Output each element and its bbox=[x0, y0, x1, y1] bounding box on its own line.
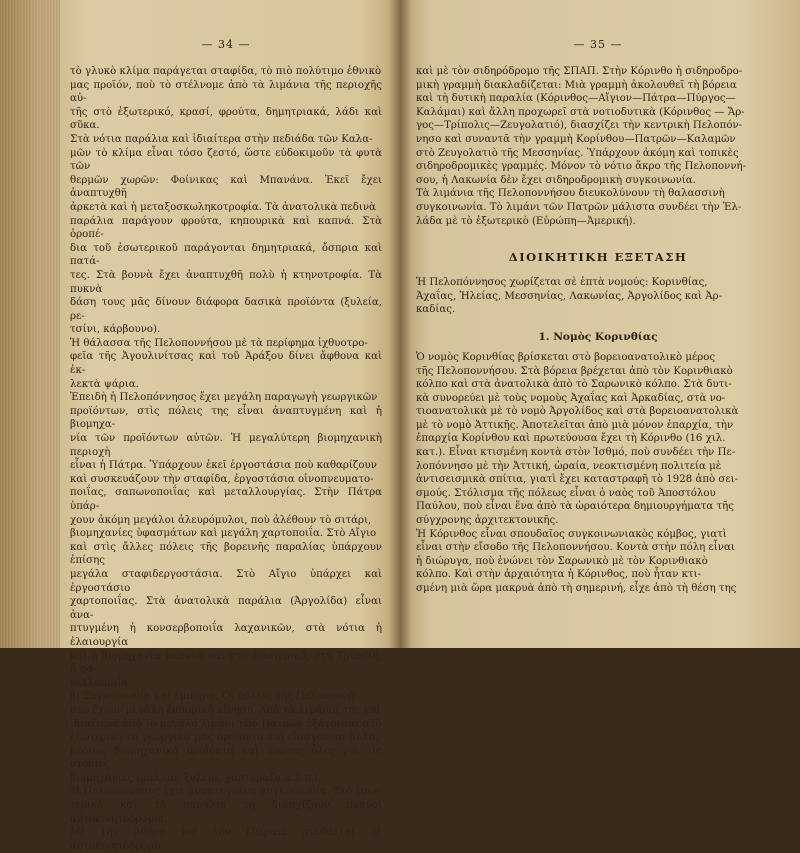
text-line: τὸ γλυκὸ κλίμα παράγεται σταφίδα, τὸ πιὸ πολύτιμο ἐθνικὸ bbox=[70, 66, 382, 77]
text-line: βιομηχανίες ὑφασμάτων καὶ μεγάλη χαρτοποιΐα. Στὸ Αἴγιο bbox=[70, 528, 377, 540]
right-body-text-mid bbox=[416, 276, 780, 317]
text-line: μὲ τὸ νομὸ Ἀττικῆς. Ἀποτελεῖται ἀπὸ μιὰ μόνον ἐπαρχία, τὴν bbox=[416, 419, 734, 431]
text-line: θερμῶν χωρῶν: Φοίνικας καὶ Μπανάνα. Ἐκεῖ ἔχει ἀναπτυχθῆ bbox=[70, 174, 382, 200]
text-line: τερικὸ καὶ τὰ παράλια τὴ διασχίζουν πυκνοὶ αὐτοκινητόδρομοι. bbox=[70, 800, 382, 825]
text-line: στὸ Ζευγολατιὸ τῆς Μεσσηνίας. Ὑπάρχουν ἀκόμη καὶ τοπικὲς bbox=[416, 147, 739, 159]
text-line: μῶν τὸ κλίμα εἶναι τόσο ζεστό, ὥστε εὐδοκιμοῦν τὰ φυτὰ τῶν bbox=[70, 147, 382, 173]
text-line: σου, ἡ Λακωνία δὲν ἔχει σιδηροδρομικὴ συγκοινωνία. bbox=[416, 174, 696, 186]
text-line: Ἡ Πελοπόννησος ἔχει ἀναπτυγμένη συγκοινωνία. Στὸ ἐσω- bbox=[70, 786, 380, 798]
text-line: λεκτὰ ψάρια. bbox=[70, 378, 139, 390]
page-number-right: — 35 — bbox=[573, 38, 623, 51]
text-line: κυρίως βιομηχανικὰ προϊόντα καὶ πρῶτες ὗλες γιὰ τὶς ντόπιες bbox=[70, 745, 382, 771]
text-line: Ἡ θάλασσα τῆς Πελοποννήσου μὲ τὰ περίφημα ἰχθυοτρο- bbox=[70, 337, 368, 349]
left-page bbox=[0, 0, 400, 852]
text-line: χουν ἀκόμη μεγάλοι ἀλευρόμυλοι, ποὺ ἀλέθουν τὸ σιτάρι, bbox=[70, 514, 372, 526]
text-line: νησο καὶ συναντᾶ τὴν γραμμὴ Κορίνθου—Πατρῶν—Καλαμῶν bbox=[416, 133, 736, 145]
text-line: καὶ τὴ δυτικὴ παραλία (Κόρινθος—Αἴγιον—Πάτρα—Πύργος— bbox=[416, 93, 736, 105]
text-line: μας προϊόν, ποὺ τὸ στέλνομε ἀπὸ τὰ λιμάνια τῆς περιοχῆς αὐ- bbox=[70, 79, 382, 105]
right-body-text-top bbox=[416, 65, 780, 228]
text-line: φεῖα τῆς Ἀγουλινίτσας καὶ τοῦ Ἀράξου δίνει ἄφθονα καὶ ἐκ- bbox=[70, 351, 382, 377]
text-line: κὰ συνορεύει μὲ τοὺς νομοὺς Ἀχαΐας καὶ Ἀρκαδίας, στὰ νο- bbox=[416, 392, 726, 404]
text-line: δια τοῦ ἐσωτερικοῦ παράγονται δημητριακά, ὄσπρια καὶ πατά- bbox=[70, 242, 382, 268]
right-page bbox=[400, 0, 800, 648]
text-line: Παύλου, ποὺ εἶναι ἕνα ἀπὸ τὰ ὡραιότερα δημιουργήματα τῆς bbox=[416, 501, 734, 513]
text-line: καὶ μὲ τὸν σιδηρόδρομο τῆς ΣΠΑΠ. Στὴν Κόρινθο ἡ σιδηροδρο- bbox=[416, 66, 743, 77]
text-line: ἀρκετὰ καὶ ἡ μεταξοσκωληκοτροφία. Τὰ ἀνατολικὰ πεδινὰ bbox=[70, 201, 376, 213]
spine-shadow bbox=[388, 0, 412, 648]
text-line: συγκοινωνία. Τὸ λιμάνι τῶν Πατρῶν μάλιστα συνδέει τὴν Ἑλ- bbox=[416, 201, 742, 213]
text-line: καδίας. bbox=[416, 304, 456, 316]
text-line: χαρτοποιΐας. Στὰ ἀνατολικὰ παράλια (Ἀργολίδα) εἶναι ἀνα- bbox=[70, 596, 382, 621]
text-line: δάση τους μᾶς δίνουν διάφορα δασικὰ προϊόντα (ξυλεία, ρε- bbox=[70, 297, 382, 322]
page-edges bbox=[0, 0, 60, 648]
right-body-text-bottom bbox=[416, 351, 780, 596]
text-line: καὶ ἡ βιομηχανία καπνοῦ καὶ στὸ ἐσωτερικό, στὴ Τρίπολη, ἡ φα- bbox=[70, 650, 382, 676]
text-line: λοπόννησο μὲ τὴν Ἀττική, ὡραία, νεοκτισμένη πολιτεία μὲ bbox=[416, 460, 722, 472]
text-line: Ἡ Πελοπόννησος χωρίζεται σὲ ἑπτὰ νομούς: Κορινθίας, bbox=[416, 277, 708, 289]
text-line: τῆς Πελοποννήσου. Στὰ βόρεια βρέχεται ἀπὸ τὸν Κορινθιακὸ bbox=[416, 365, 733, 377]
text-line: σιδηροδρομικὲς γραμμές. Μόνον τὸ νότιο ἄκρο τῆς Πελοποννή- bbox=[416, 161, 747, 173]
text-line: Ὁ νομὸς Κορινθίας βρίσκεται στὸ βορειοανατολικὸ μέρος bbox=[416, 351, 716, 363]
text-line: πτυγμένη ἡ κονσερβοποιΐα λαχανικῶν, στὰ νότια ἡ ἐλαιουργία bbox=[70, 623, 382, 648]
page-number-left: — 34 — bbox=[201, 38, 251, 51]
text-line: λάδα μὲ τὸ ἐξωτερικὸ (Εὐρώπη—Ἀμερική). bbox=[416, 215, 636, 227]
section-heading: ΔΙΟΙΚΗΤΙΚΗ ΕΞΕΤΑΣΗ bbox=[508, 250, 688, 265]
text-line: παράλια παράγουν φρούτα, κηπουρικὰ καὶ καπνά. Στὰ ὀροπέ- bbox=[70, 215, 382, 241]
subsection-heading: 1. Νομὸς Κορινθίας bbox=[538, 330, 658, 343]
text-line: σμούς. Στόλισμα τῆς πόλεως εἶναι ὁ ναὸς τοῦ Ἀποστόλου bbox=[416, 487, 716, 499]
text-line: εἶναι στὴν εἴσοδο τῆς Πελοποννήσου. Κοντὰ στὴν πόλη εἶναι bbox=[416, 542, 735, 554]
text-line: ἐπαρχία Κορίνθου καὶ πρωτεύουσα ἔχει τὴ Κόρινθο (16 χιλ. bbox=[416, 433, 726, 445]
text-line: κατ.). Εἶναι κτισμένη κοντὰ στὸν Ἰσθμό, ποὺ συνδέει τὴν Πε- bbox=[416, 447, 736, 459]
text-line: τῆς στὸ ἐξωτερικό, κρασί, φρούτα, δημητριακά, λάδι καὶ σῦκα. bbox=[70, 106, 382, 132]
text-line: Στὰ νότια παράλια καὶ ἰδιαίτερα στὴν πεδιάδα τῶν Καλα- bbox=[70, 133, 373, 145]
text-line: Τὰ λιμάνια τῆς Πελοποννήσου διευκολύνουν τὴ θαλασσινὴ bbox=[416, 188, 725, 200]
text-line: καὶ συσκευάζουν τὴν σταφίδα, ἐργοστάσια οἰνοπνευματο- bbox=[70, 473, 374, 485]
text-line: Καλάμαι) καὶ ἄλλη προχωρεῖ στὰ νοτιοδυτικὰ (Κόρινθος — Ἄρ- bbox=[416, 106, 745, 118]
text-line: νία τῶν προϊόντων αὐτῶν. Ἡ μεγαλύτερη βιομηχανικὴ περιοχὴ bbox=[70, 433, 382, 458]
text-line: σμένη μιὰ ὥρα μακρυὰ ἀπὸ τὴ σημερινή, εἶχε ἀπὸ τὴ θέση της bbox=[416, 583, 737, 594]
text-line: μεγάλα σταφιδεργοστάσια. Στὸ Αἴγιο ὑπάρχει καὶ ἐργοστάσιο bbox=[70, 568, 382, 594]
text-line: Μὲ τὴν Ἀθήνα καὶ τὸν Πειραιᾶ συνδέεται μὲ αὐτοκινητόδρομο bbox=[70, 827, 382, 852]
text-line: μικὴ γραμμὴ διακλαδίζεται: Μιὰ γραμμὴ ἀκολουθεῖ τὴ βόρεια bbox=[416, 79, 737, 91]
text-line: τες. Στὰ βουνὰ ἔχει ἀναπτυχθῆ πολὺ ἡ κτηνοτροφία. Τὰ πυκνὰ bbox=[70, 269, 382, 295]
text-line: σου ἔχουν μεγάλη ἐμπορικὴ κίνηση. Ἀπὸ τὰ λιμάνια της καὶ bbox=[70, 704, 381, 716]
text-line: ἀντισεισμικὰ σπίτια, γιατὶ ἔχει καταστραφῆ τὸ 1928 ἀπὸ σει- bbox=[416, 474, 739, 486]
text-line: τσίνι, κάρβουνο). bbox=[70, 324, 161, 336]
text-line: κόλπο. Καὶ στὴν ἀρχαιότητα ἡ Κόρινθος, ποὺ ἦταν κτι- bbox=[416, 569, 702, 581]
text-line: Ἐπειδὴ ἡ Πελοπόννησος ἔχει μεγάλη παραγωγὴ γεωργικῶν bbox=[70, 392, 378, 404]
text-line: β) Συγκοινωνία καὶ ἐμπόριο: Οἱ πόλεις τῆς Πελοποννή- bbox=[70, 691, 358, 703]
text-line: εἶναι ἡ Πάτρα. Ὑπάρχουν ἐκεῖ ἐργοστάσια ποὺ καθαρίζουν bbox=[70, 460, 377, 472]
text-line: ἡ διώρυγα, ποὺ ἑνώνει τὸν Σαρωνικὸ μὲ τὸν Κορινθιακὸ bbox=[416, 555, 708, 567]
text-line: γος—Τρίπολις—Ζευγολατιό), διασχίζει τὴν κεντρικὴ Πελοπόν- bbox=[416, 120, 743, 132]
left-body-text bbox=[70, 65, 382, 853]
text-line: σύγχρονης ἀρχιτεκτονικῆς. bbox=[416, 515, 559, 527]
text-line: καὶ στὶς ἄλλες πόλεις τῆς βορεινῆς παραλίας ὑπάρχουν ἐπίσης bbox=[70, 541, 382, 567]
text-line: νελλοποιΐα. bbox=[70, 677, 132, 689]
text-line: προϊόντων, στὶς πόλεις της εἶναι ἀναπτυγμένη καὶ ἡ βιομηχα- bbox=[70, 405, 382, 431]
text-line: κόλπο καὶ στὰ ἀνατολικὰ ἀπὸ τὸ Σαρωνικὸ κόλπο. Στὰ δυτι- bbox=[416, 379, 732, 391]
text-line: Ἀχαΐας, Ἠλείας, Μεσσηνίας, Λακωνίας, Ἀργολίδος καὶ Ἀρ- bbox=[416, 290, 723, 302]
text-line: ποιΐας, σαπωνοποιΐας καὶ μεταλλουργίας. Στὴν Πάτρα ὑπάρ- bbox=[70, 487, 382, 512]
text-line: τιοανατολικὰ μὲ τὸ νομὸ Ἀργολίδος καὶ στὰ βορειοανατολικὰ bbox=[416, 406, 739, 418]
text-line: ἐξωτερικὸ τὰ γεωργικά μας προϊόντα καὶ εἰσάγονται ἄλλα, bbox=[70, 732, 380, 744]
text-line: Ἡ Κόρινθος εἶναι σπουδαῖος συγκοινωνιακὸς κόμβος, γιατὶ bbox=[416, 528, 727, 540]
text-line: βιομηχανίες (μαλλιά, ξυλεία, χαρτόμαζα κ.λ.π.). bbox=[70, 772, 322, 784]
text-line: ἰδιαίτερα ἀπὸ τὸ μεγάλο λιμάνι τῶν Πατρῶν ἐξάγονται στὸ bbox=[70, 718, 382, 730]
